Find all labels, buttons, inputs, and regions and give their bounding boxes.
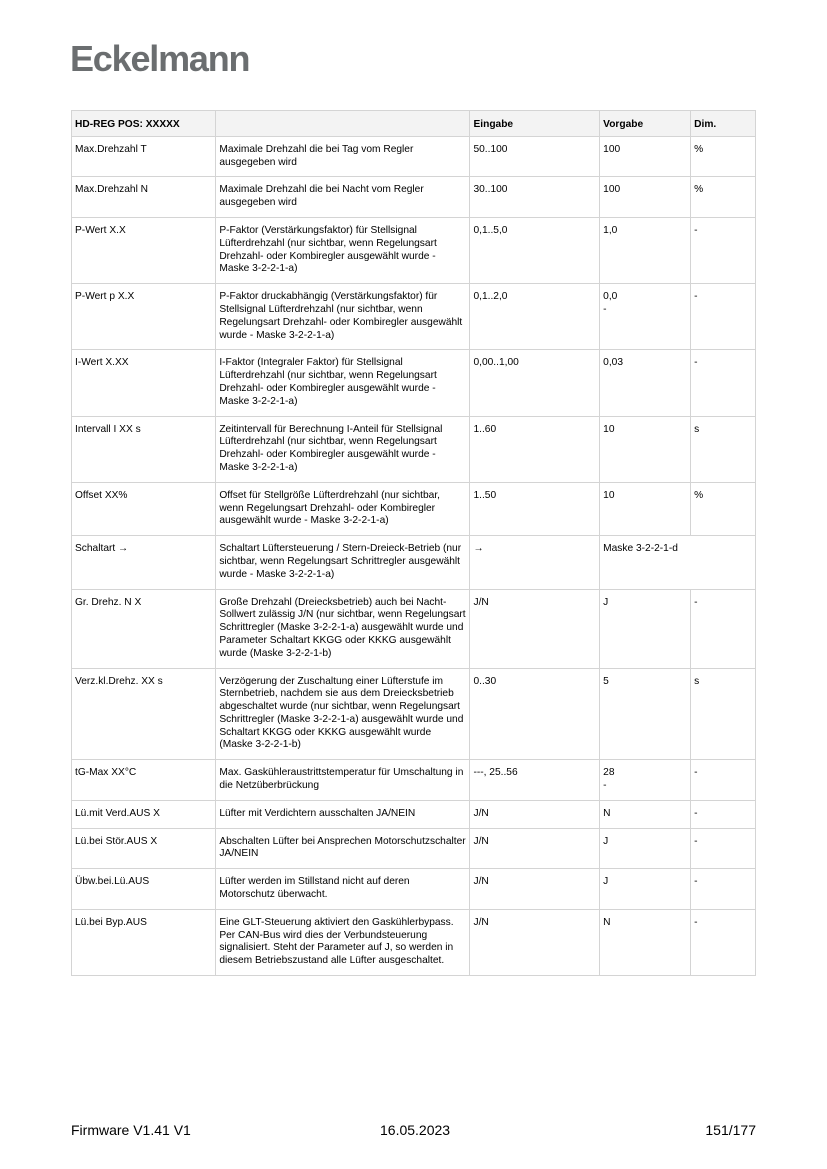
- param-default: [600, 760, 691, 801]
- param-input-range: →: [470, 536, 600, 589]
- table-row: [72, 482, 756, 535]
- param-default: [600, 828, 691, 869]
- param-default-value: 10: [603, 489, 615, 501]
- table-row: [72, 828, 756, 869]
- table-row: [72, 136, 756, 177]
- param-default: [600, 284, 691, 350]
- param-dimension: %: [691, 136, 756, 177]
- param-input-range: 50..100: [470, 136, 600, 177]
- param-default-value: 100: [603, 184, 621, 196]
- param-default-value: N: [603, 916, 611, 928]
- header-description: [216, 111, 470, 137]
- param-input-range: ---, 25..56: [470, 760, 600, 801]
- table-row: [72, 668, 756, 760]
- param-description: Abschalten Lüfter bei Ansprechen Motorschutzschalter JA/NEIN: [216, 828, 470, 869]
- param-default-value: 0,03: [603, 357, 623, 369]
- param-default-value: J: [603, 835, 609, 847]
- param-dimension: -: [691, 217, 756, 283]
- param-input-range: J/N: [470, 909, 600, 975]
- param-default-value: 100: [603, 143, 621, 155]
- param-default: [600, 217, 691, 283]
- param-default: [600, 350, 691, 416]
- param-description: P-Faktor (Verstärkungsfaktor) für Stellsignal Lüfterdrehzahl (nur sichtbar, wenn Regelungsart Drehzahl- oder Kombiregler ausgewählt wurde - Maske 3-2-2-1-a): [216, 217, 470, 283]
- param-name: Offset XX%: [72, 482, 216, 535]
- param-name: Lü.bei Byp.AUS: [72, 909, 216, 975]
- param-default: [600, 668, 691, 760]
- param-description: Schaltart Lüftersteuerung / Stern-Dreieck-Betrieb (nur sichtbar, wenn Regelungsart Schrittregler ausgewählt wurde - Maske 3-2-2-1-a): [216, 536, 470, 589]
- param-default: [600, 482, 691, 535]
- param-description: Lüfter werden im Stillstand nicht auf deren Motorschutz überwacht.: [216, 869, 470, 910]
- param-name: Verz.kl.Drehz. XX s: [72, 668, 216, 760]
- table-row: [72, 909, 756, 975]
- param-default: [600, 177, 691, 218]
- header-default: Vorgabe: [600, 111, 691, 137]
- param-description: Verzögerung der Zuschaltung einer Lüfterstufe im Sternbetrieb, nachdem sie aus dem Dreiecksbetrieb abgeschaltet wurde (nur sichtbar, wenn Regelungsart Schrittregler (Maske 3-2-2-1-a) ausgewählt wurde und Schaltart KKGG oder KKKG ausgewählt wurde (Maske 3-2-2-1-b): [216, 668, 470, 760]
- param-name: P-Wert X.X: [72, 217, 216, 283]
- param-default-subline: -: [603, 303, 607, 315]
- param-input-range: 1..50: [470, 482, 600, 535]
- param-default-value: J: [603, 876, 609, 888]
- param-name: I-Wert X.XX: [72, 350, 216, 416]
- param-default-value: N: [603, 807, 611, 819]
- param-default-value: 0,0: [603, 291, 618, 303]
- param-name: Lü.mit Verd.AUS X: [72, 800, 216, 828]
- table-row: [72, 869, 756, 910]
- param-default: [600, 909, 691, 975]
- table-row: [72, 760, 756, 801]
- param-name: Schaltart →: [72, 536, 216, 589]
- table-row: [72, 284, 756, 350]
- header-position: HD-REG POS: XXXXX: [72, 111, 216, 137]
- eckelmann-logo: Eckelmann: [70, 38, 250, 79]
- param-name: Intervall I XX s: [72, 416, 216, 482]
- param-input-range: J/N: [470, 869, 600, 910]
- param-description: Maximale Drehzahl die bei Nacht vom Regler ausgegeben wird: [216, 177, 470, 218]
- param-default: [600, 136, 691, 177]
- param-description: Große Drehzahl (Dreiecksbetrieb) auch bei Nacht-Sollwert zulässig J/N (nur sichtbar, wenn Regelungsart Schrittregler (Maske 3-2-2-1-a) ausgewählt wurde und Parameter Schaltart KKGG oder KKKG ausgewählt wurde (Maske 3-2-2-1-b): [216, 589, 470, 668]
- param-input-range: 30..100: [470, 177, 600, 218]
- param-input-range: J/N: [470, 828, 600, 869]
- param-dimension: -: [691, 284, 756, 350]
- table-row: [72, 800, 756, 828]
- param-input-range: J/N: [470, 800, 600, 828]
- param-description: Zeitintervall für Berechnung I-Anteil für Stellsignal Lüfterdrehzahl (nur sichtbar, wenn Regelungsart Drehzahl- oder Kombiregler ausgewählt wurde - Maske 3-2-2-1-a): [216, 416, 470, 482]
- param-description: P-Faktor druckabhängig (Verstärkungsfaktor) für Stellsignal Lüfterdrehzahl (nur sichtbar, wenn Regelungsart Drehzahl- oder Kombiregler ausgewählt wurde - Maske 3-2-2-1-a): [216, 284, 470, 350]
- table-header-row: [72, 111, 756, 137]
- table-row: [72, 416, 756, 482]
- table-row: [72, 350, 756, 416]
- param-default-value: 28: [603, 767, 615, 779]
- param-default-value: 1,0: [603, 224, 618, 236]
- param-dimension: s: [691, 668, 756, 760]
- param-default: [600, 869, 691, 910]
- param-name: Übw.bei.Lü.AUS: [72, 869, 216, 910]
- param-input-range: 0..30: [470, 668, 600, 760]
- table-row: [72, 177, 756, 218]
- param-default: [600, 536, 756, 589]
- param-dimension: s: [691, 416, 756, 482]
- param-dimension: -: [691, 350, 756, 416]
- param-default: [600, 800, 691, 828]
- footer-firmware: Firmware V1.41 V1: [71, 1122, 191, 1138]
- param-description: Eine GLT-Steuerung aktiviert den Gaskühlerbypass. Per CAN-Bus wird dies der Verbundsteuerung signalisiert. Steht der Parameter auf J, so werden in diesem Betriebszustand alle Lüfter ausgeschaltet.: [216, 909, 470, 975]
- table-row: [72, 536, 756, 589]
- param-description: Max. Gaskühleraustrittstemperatur für Umschaltung in die Netzüberbrückung: [216, 760, 470, 801]
- footer-date: 16.05.2023: [380, 1122, 451, 1138]
- param-dimension: %: [691, 482, 756, 535]
- param-description: Lüfter mit Verdichtern ausschalten JA/NEIN: [216, 800, 470, 828]
- param-dimension: -: [691, 869, 756, 910]
- param-description: Offset für Stellgröße Lüfterdrehzahl (nur sichtbar, wenn Regelungsart Drehzahl- oder Kombiregler ausgewählt wurde - Maske 3-2-2-1-a): [216, 482, 470, 535]
- param-name: Max.Drehzahl N: [72, 177, 216, 218]
- header-dimension: Dim.: [691, 111, 756, 137]
- param-default-value: Maske 3-2-2-1-d: [603, 543, 678, 555]
- param-default-value: 5: [603, 675, 609, 687]
- param-input-range: 1..60: [470, 416, 600, 482]
- table-row: [72, 217, 756, 283]
- param-input-range: 0,1..2,0: [470, 284, 600, 350]
- param-default-subline: -: [603, 780, 607, 792]
- param-description: Maximale Drehzahl die bei Tag vom Regler ausgegeben wird: [216, 136, 470, 177]
- param-input-range: 0,00..1,00: [470, 350, 600, 416]
- header-input: Eingabe: [470, 111, 600, 137]
- param-dimension: %: [691, 177, 756, 218]
- param-default-value: J: [603, 596, 609, 608]
- footer-page-number: 151/177: [705, 1122, 756, 1138]
- param-description: I-Faktor (Integraler Faktor) für Stellsignal Lüfterdrehzahl (nur sichtbar, wenn Regelungsart Drehzahl- oder Kombiregler ausgewählt wurde - Maske 3-2-2-1-a): [216, 350, 470, 416]
- param-input-range: 0,1..5,0: [470, 217, 600, 283]
- param-dimension: -: [691, 760, 756, 801]
- param-name: Lü.bei Stör.AUS X: [72, 828, 216, 869]
- param-dimension: -: [691, 800, 756, 828]
- param-default: [600, 589, 691, 668]
- param-dimension: -: [691, 909, 756, 975]
- param-name: P-Wert p X.X: [72, 284, 216, 350]
- param-default-value: 10: [603, 423, 615, 435]
- param-default: [600, 416, 691, 482]
- table-row: [72, 589, 756, 668]
- param-name: tG-Max XX°C: [72, 760, 216, 801]
- param-input-range: J/N: [470, 589, 600, 668]
- param-name: Gr. Drehz. N X: [72, 589, 216, 668]
- param-dimension: -: [691, 589, 756, 668]
- param-name: Max.Drehzahl T: [72, 136, 216, 177]
- param-dimension: -: [691, 828, 756, 869]
- parameter-table: [71, 110, 756, 976]
